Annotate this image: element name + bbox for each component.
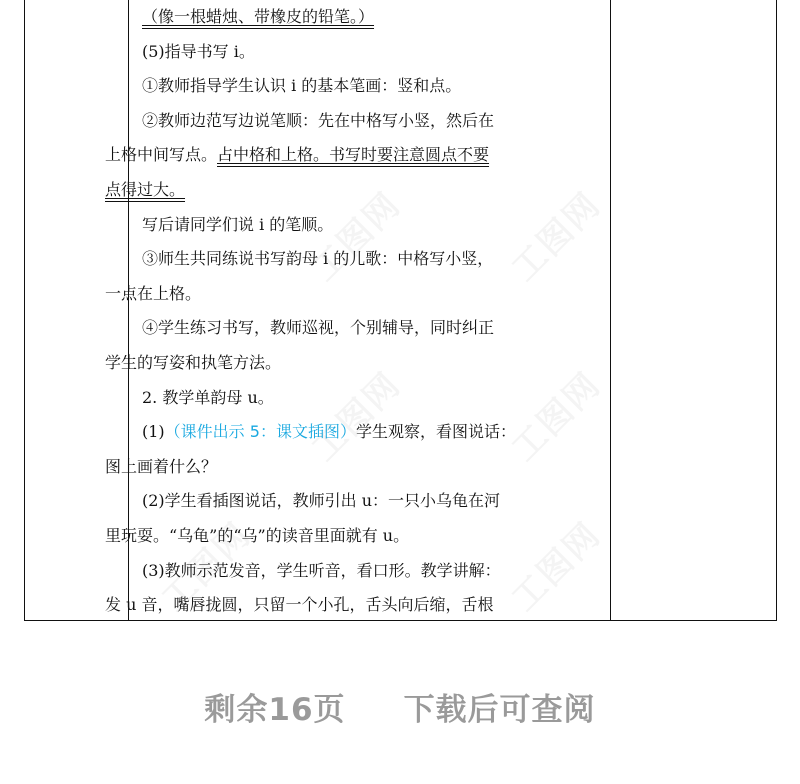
- text-segment: 占中格和上格。书写时要注意圆点不要: [217, 145, 490, 165]
- text-segment: (5)指导书写 i。: [142, 41, 255, 61]
- text-segment: 发 u 音，嘴唇拢圆，只留一个小孔，舌头向后缩，舌根: [105, 595, 494, 615]
- text-segment: (3)教师示范发音，学生听音，看口形。教学讲解：: [142, 560, 501, 580]
- text-line: [105, 208, 583, 243]
- text-segment: 点得过大。: [105, 179, 186, 199]
- text-line: [105, 450, 583, 485]
- text-line: [105, 311, 583, 346]
- text-line: [105, 519, 583, 554]
- text-segment: ④学生练习书写，教师巡视，个别辅导，同时纠正: [142, 318, 495, 338]
- text-line: [105, 173, 583, 208]
- text-segment: ③师生共同练说书写韵母 i 的儿歌：中格写小竖，: [142, 249, 494, 269]
- text-segment: ①教师指导学生认识 i 的基本笔画：竖和点。: [142, 76, 462, 96]
- courseware-note: （课件出示 5：课文插图）: [164, 422, 356, 442]
- text-segment: (1): [142, 422, 165, 442]
- text-line: [105, 104, 583, 139]
- text-line: [105, 277, 583, 312]
- text-line: [105, 242, 583, 277]
- remaining-pages-text: 剩余16页: [204, 692, 346, 728]
- text-segment: 2. 教学单韵母 u。: [142, 387, 274, 407]
- text-line: [105, 69, 583, 104]
- text-segment: 学生的写姿和执笔方法。: [105, 352, 282, 372]
- text-line: [105, 484, 583, 519]
- text-segment: （像一根蜡烛、带橡皮的铅笔。）: [142, 7, 375, 26]
- text-segment: 学生观察，看图说话：: [355, 422, 516, 442]
- text-line: [105, 346, 583, 381]
- download-to-read-link[interactable]: 下载后可查阅: [403, 692, 596, 728]
- text-segment: 图上画着什么？: [105, 456, 218, 476]
- text-line: [105, 0, 583, 35]
- text-line: [105, 588, 583, 623]
- text-segment: 上格中间写点。: [105, 145, 218, 165]
- preview-limit-banner: [0, 684, 800, 729]
- text-line: [105, 35, 583, 70]
- lesson-content-column: [105, 0, 583, 623]
- text-segment: (2)学生看插图说话，教师引出 u：一只小乌龟在河: [142, 491, 501, 511]
- text-line: [105, 554, 583, 589]
- text-line: [105, 415, 583, 450]
- text-line: [105, 381, 583, 416]
- text-line: [105, 138, 583, 173]
- column-divider-right: [610, 0, 611, 621]
- text-segment: ②教师边范写边说笔顺：先在中格写小竖，然后在: [142, 110, 495, 130]
- text-segment: 写后请同学们说 i 的笔顺。: [142, 214, 334, 234]
- text-segment: 里玩耍。“乌龟”的“乌”的读音里面就有 u。: [105, 525, 410, 545]
- text-segment: 一点在上格。: [105, 283, 202, 303]
